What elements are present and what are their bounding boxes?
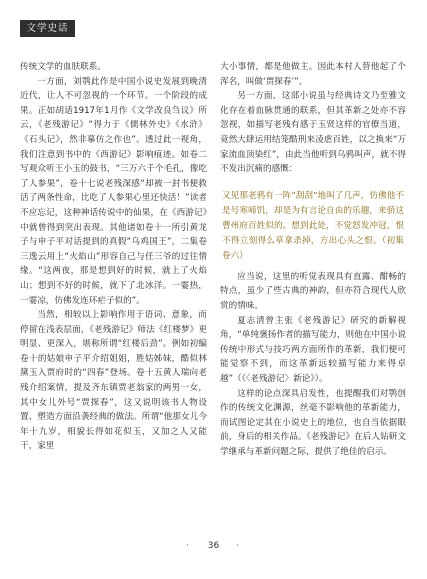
left-paragraph-2: 一方面，刘鹗此作是中国小说史发展到晚清近代，让人不可忽视的一个环节。一个阶段的成果。正如胡适1917年1月作《文学改良刍议》所云，《老残游记》“得力于《儒林外史》《水浒》《石头记》，然非摹仿之作也”。透过此一视角，我们注意到书中的《西游记》影响痕迹。如卷二写观众听王小玉的鼓书，“三万六千个毛孔，像吃了人参果”，卷十七说老残深感“却被一封书便救活了两条性命，比吃了人参果心里还快活！”读者不应忘记，这种神话传说中的仙果，在《西游记》中就曾得到突出表现。其他诸如卷十一所引黄龙子与申子平对话提到的真假“乌鸡国王”，二集卷三逸云用上“火焰山”形容自己与任三爷的过往情缘。“这两夜，那是想到好的时候，就上了火焰山；想到不好的时候，就下了北冰洋。一霎热，一霎凉，仿佛发连环疟子似的”。 bbox=[20, 76, 207, 306]
page-number: 36 bbox=[207, 541, 220, 551]
right-paragraph-3: 应当说，这里的听觉表现具有直露、酣畅的特点，虽少了些古典的神韵，但亦符合现代人欣赏的情味。 bbox=[220, 271, 406, 311]
left-paragraph-1: 传统文学的血肤联系。 bbox=[20, 62, 106, 72]
footer-dot-right: · bbox=[236, 541, 239, 551]
right-paragraph-2: 另一方面，这部小说虽与经典诗文乃至雅文化存在着血脉贯通的联系，但其革新之处亦不容忽视，如描写老残有感于玉贤这样的官僚当道，竟然大肆运用结笼酷刑来凌虐百姓，以之换来“万家流血顶染红”，由此当他听到乌鸦叫声，就不得不发出沉痛的感慨： bbox=[220, 91, 406, 175]
right-paragraph-4: 夏志清曾主张《老残游记》研究的新解视角，“单纯褒扬作者的描写能力，则他在中国小说传统中形式与技巧两方面所作的革新，我们便可能觉察不到，而这革新远较描写能力来得卓越”（《〈老残游记〉新论》）。 bbox=[220, 315, 406, 384]
right-paragraph-1: 大小事情，都是他做主。因此本村人替他起了个浑名，叫做‘贾探春’”。 bbox=[220, 62, 406, 87]
footer-dot-left: · bbox=[186, 541, 189, 551]
right-column bbox=[220, 60, 406, 459]
section-label: 文学史话 bbox=[20, 20, 75, 37]
right-paragraph-5: 这样的论点深具启发性，也提醒我们对鹗创作的传统文化渊源，丝毫不影响他的革新能力，而试图论定其在小说史上的地位，也自当依据眼前，身后的相关作品。《老残游记》在后人钻研文学继承与革新问题之际，提供了绝佳的启示。 bbox=[220, 388, 406, 457]
left-column bbox=[20, 60, 207, 454]
block-quote: 又见那老鸦有一阵“刮刮”地叫了几声，仿佛他不是号寒啼饥，却是为有言论自由的乐趣，来骄这曹州府百姓似的。想到此处，不觉怒发冲冠，恨不得立刻得么草拿杀掉，方出心头之恨。（初集卷六） bbox=[222, 190, 404, 261]
left-paragraph-3: 当然，相较以上影响作用于语词、意象，而停留在浅表层面，《老残游记》师法《红楼梦》更明显、更深入，堪称所谓“红楼后劲”。例如初编卷十的姑娘申子平介绍姐姐，胜姑姊妹，酷似林黛玉入贾府时的“四春”登场。卷十五黄人瑞向老残介绍案情，提及齐东镇贾老翁家的两男一女，其中女儿外号“贾探春”，这又说明该书人物设置、塑造方面沿袭经典的做法。所谓“他那女儿今年十九岁，相貌长得如花似玉，又加之人又能干，家里 bbox=[20, 310, 207, 452]
